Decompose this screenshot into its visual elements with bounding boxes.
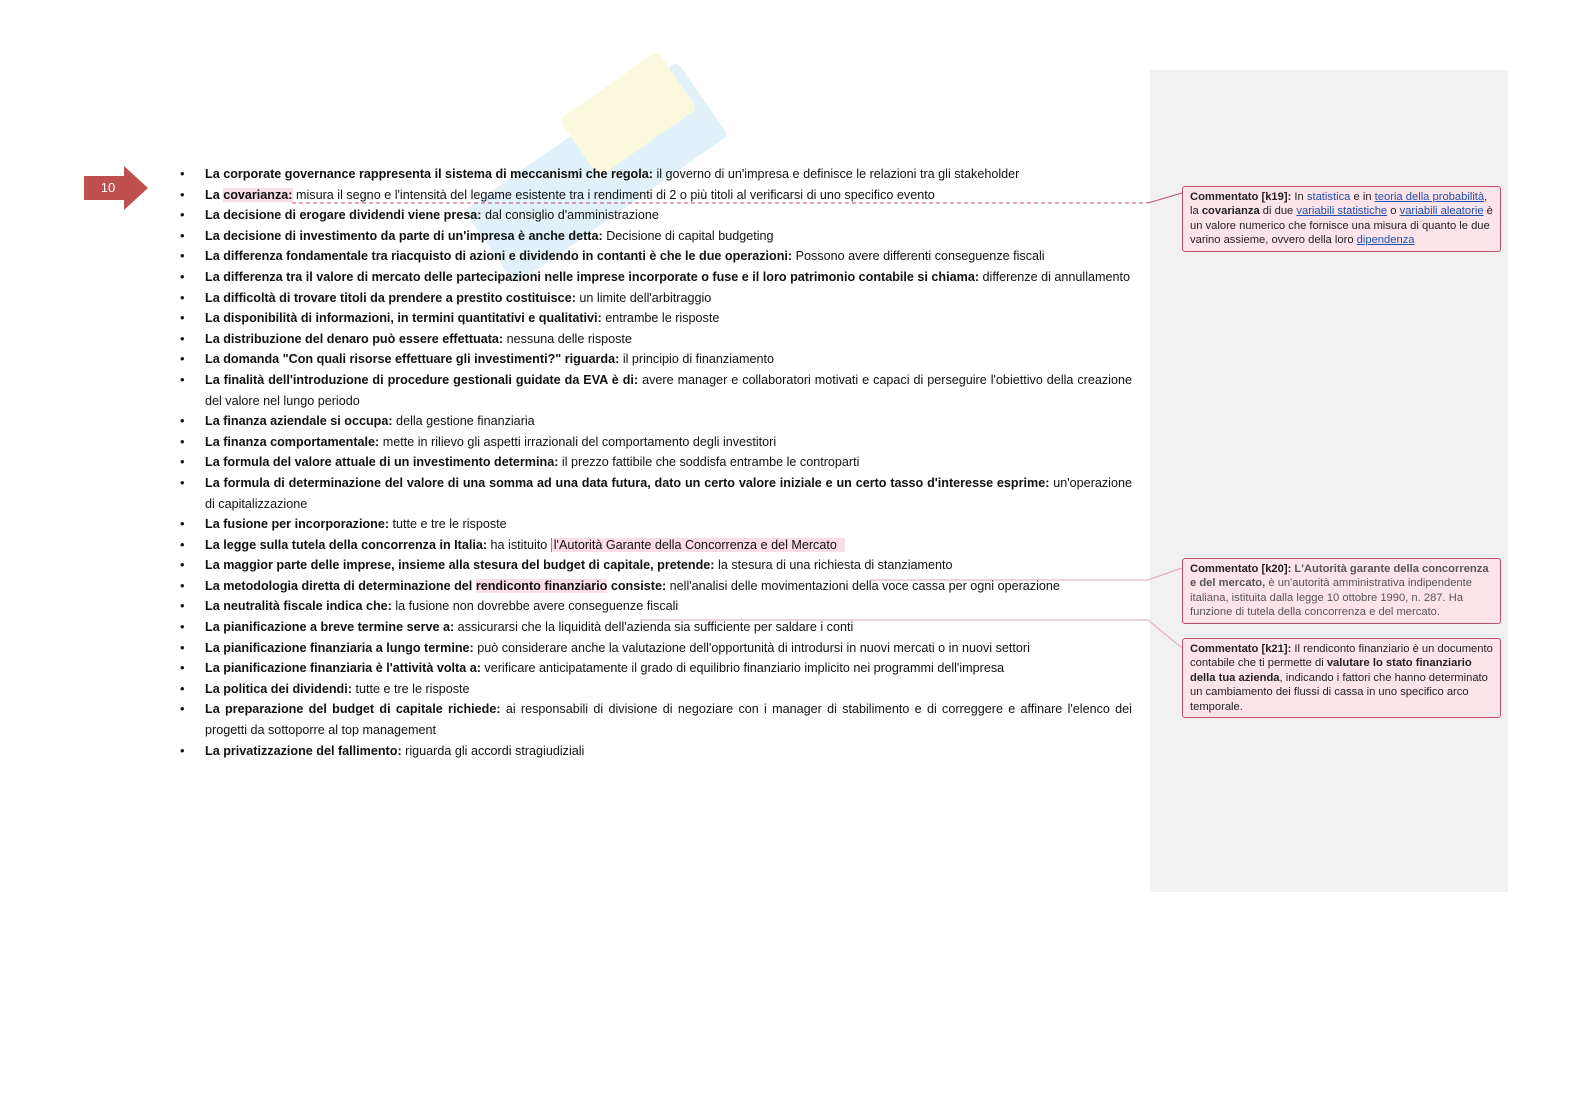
list-item: • La maggior parte delle imprese, insieme alla stesura del budget di capitale, pretende: la stesura di una richiesta di stanziamento — [180, 555, 1132, 576]
list-item: • La corporate governance rappresenta il sistema di meccanismi che regola: il governo di un'impresa e definisce le relazioni tra gli stakeholder — [180, 164, 1132, 185]
list-item: • La formula del valore attuale di un investimento determina: il prezzo fattibile che soddisfa entrambe le controparti — [180, 452, 1132, 473]
link-variabili-aleatorie[interactable]: variabili aleatorie — [1399, 205, 1484, 218]
list-item: • La differenza fondamentale tra riacquisto di azioni e dividendo in contanti è che le due operazioni: Possono avere differenti conseguenze fiscali — [180, 246, 1132, 267]
list-item: • La covarianza: misura il segno e l'intensità del legame esistente tra i rendimenti di 2 o più titoli al verificarsi di uno specifico evento — [180, 185, 1132, 206]
list-item: • La privatizzazione del fallimento: riguarda gli accordi stragiudiziali — [180, 741, 1132, 762]
list-item: • La disponibilità di informazioni, in termini quantitativi e qualitativi: entrambe le risposte — [180, 308, 1132, 329]
list-item: • La preparazione del budget di capitale richiede: ai responsabili di divisione di negoziare con i manager di stabilimento e di correggere e affinare l'elenco dei progetti da sottoporre al top management — [180, 699, 1132, 740]
page-number: 10 — [100, 180, 116, 195]
link-variabili-statistiche[interactable]: variabili statistiche — [1296, 205, 1388, 218]
link-teoria-probabilita[interactable]: teoria della probabilità — [1374, 191, 1485, 203]
question-answer-list — [180, 164, 1132, 761]
comment-k21[interactable]: Commentato [k21]: Il rendiconto finanziario è un documento contabile che ti permette di valutare lo stato finanziario della tua azienda, indicando i fattori che hanno determinato un cambiamento dei flussi di cassa in uno specifico arco temporale. — [1182, 638, 1501, 718]
list-item: • La formula di determinazione del valore di una somma ad una data futura, dato un certo valore iniziale e un certo tasso d'interesse esprime: un'operazione di capitalizzazione — [180, 473, 1132, 514]
comment-anchor-k19[interactable]: covarianza: — [223, 187, 293, 202]
list-item: • La decisione di erogare dividendi viene presa: dal consiglio d'amministrazione — [180, 205, 1132, 226]
list-item: • La pianificazione finanziaria a lungo termine: può considerare anche la valutazione dell'opportunità di introdursi in nuovi mercati o in nuovi settori — [180, 638, 1132, 659]
list-item: • La distribuzione del denaro può essere effettuata: nessuna delle risposte — [180, 329, 1132, 350]
list-item: • La difficoltà di trovare titoli da prendere a prestito costituisce: un limite dell'arbitraggio — [180, 288, 1132, 309]
list-item: • La domanda "Con quali risorse effettuare gli investimenti?" riguarda: il principio di finanziamento — [180, 349, 1132, 370]
list-item: • La fusione per incorporazione: tutte e tre le risposte — [180, 514, 1132, 535]
comment-anchor-k21[interactable]: rendiconto finanziario — [475, 578, 608, 593]
list-item: • La finalità dell'introduzione di procedure gestionali guidate da EVA è di: avere manager e collaboratori motivati e capaci di perseguire l'obiettivo della creazione del valore nel lungo periodo — [180, 370, 1132, 411]
link-statistica[interactable]: statistica — [1306, 191, 1351, 203]
page-number-marker — [84, 166, 148, 210]
comment-anchor-k20[interactable]: l'Autorità Garante della Concorrenza e del Mercato — [551, 538, 845, 552]
list-item: • La neutralità fiscale indica che: la fusione non dovrebbe avere conseguenze fiscali — [180, 596, 1132, 617]
list-item: • La decisione di investimento da parte di un'impresa è anche detta: Decisione di capital budgeting — [180, 226, 1132, 247]
link-dipendenza[interactable]: dipendenza — [1356, 234, 1415, 247]
comment-k20[interactable]: Commentato [k20]: L'Autorità garante della concorrenza e del mercato, è un'autorità amministrativa indipendente italiana, istituita dalla legge 10 ottobre 1990, n. 287. Ha funzione di tutela della concorrenza e del mercato. — [1182, 558, 1501, 624]
list-item: • La finanza aziendale si occupa: della gestione finanziaria — [180, 411, 1132, 432]
list-item: • La politica dei dividendi: tutte e tre le risposte — [180, 679, 1132, 700]
list-item: • La pianificazione finanziaria è l'attività volta a: verificare anticipatamente il grado di equilibrio finanziario implicito nei programmi dell'impresa — [180, 658, 1132, 679]
list-item: • La finanza comportamentale: mette in rilievo gli aspetti irrazionali del comportamento degli investitori — [180, 432, 1132, 453]
list-item: • La legge sulla tutela della concorrenza in Italia: ha istituito l'Autorità Garante della Concorrenza e del Mercato — [180, 535, 1132, 556]
list-item: • La metodologia diretta di determinazione del rendiconto finanziario consiste: nell'analisi delle movimentazioni della voce cassa per ogni operazione — [180, 576, 1132, 597]
comment-k19[interactable]: Commentato [k19]: In statistica e in teoria della probabilità, la covarianza di due variabili statistiche o variabili aleatorie è un valore numerico che fornisce una misura di quanto le due varino assieme, ovvero della loro dipendenza — [1182, 186, 1501, 252]
list-item: • La differenza tra il valore di mercato delle partecipazioni nelle imprese incorporate o fuse e il loro patrimonio contabile si chiama: differenze di annullamento — [180, 267, 1132, 288]
list-item: • La pianificazione a breve termine serve a: assicurarsi che la liquidità dell'azienda sia sufficiente per saldare i conti — [180, 617, 1132, 638]
